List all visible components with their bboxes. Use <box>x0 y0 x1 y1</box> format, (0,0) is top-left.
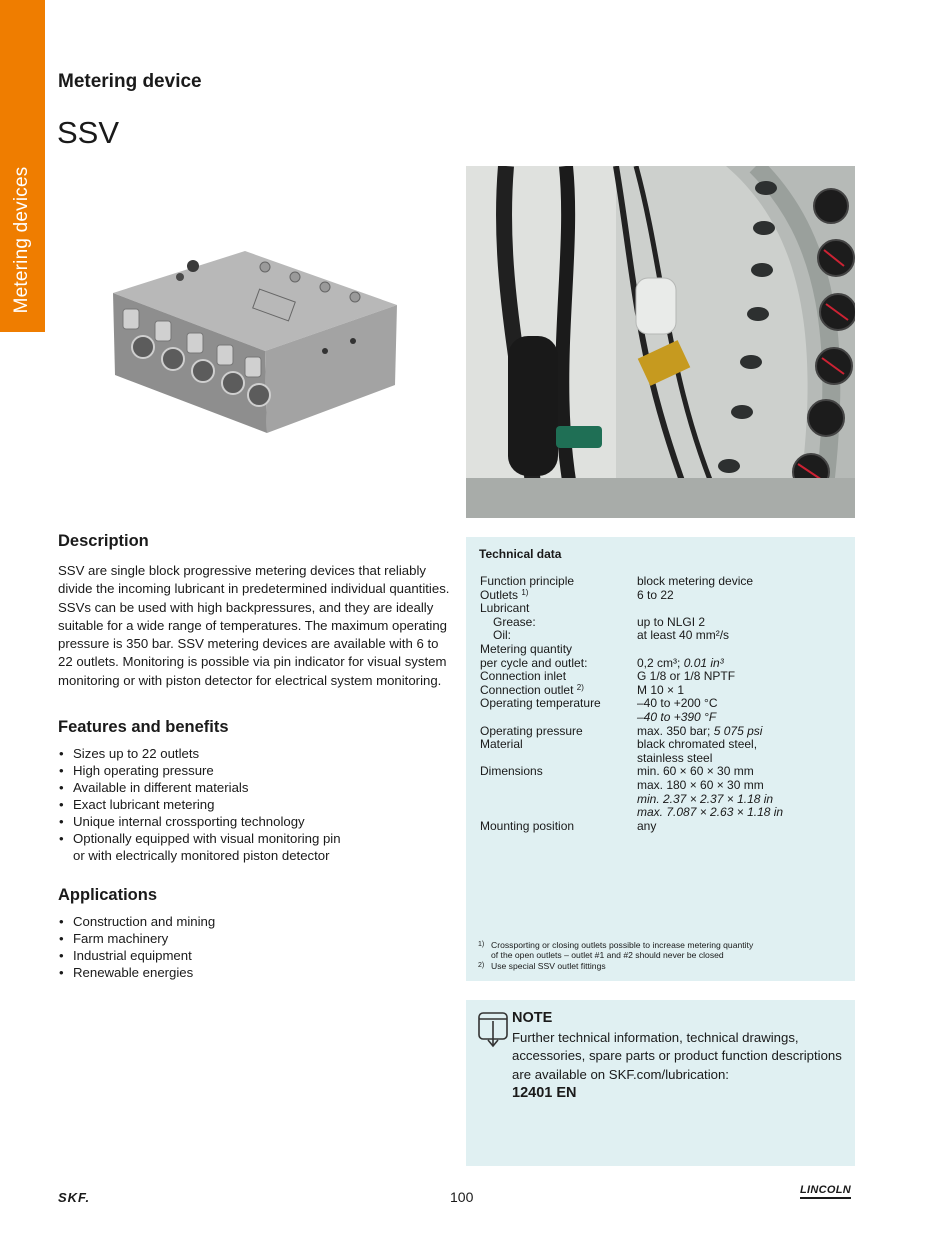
spec-value: block metering device <box>637 574 754 588</box>
table-row <box>480 629 850 643</box>
spec-value-imperial: 0.01 in³ <box>683 655 724 670</box>
description-heading: Description <box>58 532 149 550</box>
technical-data-panel <box>466 537 855 981</box>
spec-label: Outlets <box>480 587 519 602</box>
spec-value-imperial: max. 7.087 × 2.63 × 1.18 in <box>637 805 784 820</box>
table-row <box>480 602 850 616</box>
table-row <box>480 820 850 834</box>
technical-data-table <box>480 575 850 833</box>
table-row <box>480 697 850 711</box>
note-panel <box>466 1000 855 1166</box>
spec-value: –40 to +200 °C <box>637 696 718 711</box>
table-row <box>480 711 850 725</box>
table-row <box>480 793 850 807</box>
spec-label: Operating temperature <box>480 696 601 711</box>
features-heading: Features and benefits <box>58 718 229 736</box>
spec-value: M 10 × 1 <box>637 682 685 697</box>
list-item: • Construction and mining <box>58 913 358 930</box>
list-item: • Exact lubricant metering <box>58 796 343 813</box>
table-row <box>480 806 850 820</box>
table-row <box>480 670 850 684</box>
spec-label: Dimensions <box>480 764 543 779</box>
footnote-mark: 2) <box>478 961 485 969</box>
spec-value: black chromated steel, <box>637 737 758 752</box>
spec-label: Operating pressure <box>480 723 583 738</box>
features-list <box>58 745 343 864</box>
spec-value: max. 180 × 60 × 30 mm <box>637 777 764 792</box>
spec-value: max. 350 bar; <box>637 723 711 738</box>
note-book-icon <box>478 1012 508 1048</box>
table-row <box>480 725 850 739</box>
table-row <box>480 575 850 589</box>
spec-value: any <box>637 818 657 833</box>
list-item: • High operating pressure <box>58 762 343 779</box>
spec-label: Grease: <box>493 614 536 629</box>
footnote-mark: 1) <box>478 941 485 948</box>
section-label: Metering device <box>58 71 202 92</box>
product-photo <box>85 225 425 465</box>
list-item: • Unique internal crossporting technology <box>58 813 343 830</box>
list-item: • Renewable energies <box>58 964 358 981</box>
table-row <box>480 765 850 779</box>
product-title: SSV <box>57 115 120 150</box>
note-text: Further technical information, technical drawings, accessories, spare parts or product function descriptions are available on SKF.com/lubrication: <box>512 1030 842 1082</box>
footnote <box>478 961 753 971</box>
footnote <box>478 940 753 961</box>
note-publication-code: 12401 EN <box>512 1085 577 1101</box>
spec-value: 0,2 cm³; <box>637 655 681 670</box>
lincoln-logo: LINCOLN <box>800 1184 851 1199</box>
footnotes <box>478 940 753 971</box>
table-row <box>480 657 850 671</box>
spec-value: min. 60 × 60 × 30 mm <box>637 764 754 779</box>
spec-value: 6 to 22 <box>637 587 674 602</box>
list-item: • Optionally equipped with visual monitoring pin or with electrically monitored piston detector <box>58 830 343 864</box>
spec-label: Material <box>480 737 523 752</box>
spec-label: Connection inlet <box>480 669 567 684</box>
table-row <box>480 643 850 657</box>
spec-value: stainless steel <box>637 750 713 765</box>
spec-value: up to NLGI 2 <box>637 614 706 629</box>
spec-value-imperial: min. 2.37 × 2.37 × 1.18 in <box>637 791 774 806</box>
list-item: • Available in different materials <box>58 779 343 796</box>
table-row <box>480 779 850 793</box>
technical-data-title: Technical data <box>479 547 562 561</box>
side-tab <box>0 0 45 332</box>
list-item: • Sizes up to 22 outlets <box>58 745 343 762</box>
applications-list <box>58 913 358 981</box>
spec-value-imperial: –40 to +390 °F <box>637 709 717 724</box>
spec-label: Metering quantity <box>480 641 573 656</box>
table-row <box>480 738 850 752</box>
spec-label: Lubricant <box>480 601 530 616</box>
installation-photo <box>466 166 855 518</box>
skf-logo: SKF. <box>58 1190 91 1205</box>
applications-heading: Applications <box>58 886 158 904</box>
table-row <box>480 752 850 766</box>
description-text: SSV are single block progressive metering devices that reliably divide the incoming lubricant in predetermined individual quantities. SSVs can be used with high backpressures, and they are ideally suitable for a wide range of temperatures. The maximum operating pressure is 350 bar. SSV metering devices are available with 6 to 22 outlets. Monitoring is possible via pin indicator for visual system monitoring or with piston detector for electrical system monitoring. <box>58 563 450 688</box>
page-number: 100 <box>450 1189 474 1205</box>
spec-label: Connection outlet <box>480 682 574 697</box>
footnote-text: Crossporting or closing outlets possible to increase metering quantity <box>491 940 754 950</box>
table-row <box>480 684 850 698</box>
note-heading: NOTE <box>512 1010 553 1026</box>
spec-value: G 1/8 or 1/8 NPTF <box>637 669 736 684</box>
spec-label: Oil: <box>493 628 511 643</box>
spec-value: at least 40 mm²/s <box>637 628 730 643</box>
table-row <box>480 589 850 603</box>
table-row <box>480 616 850 630</box>
footnote-ref: 1) <box>521 587 529 597</box>
spec-value-imperial: 5 075 psi <box>713 723 763 738</box>
footnote-ref: 2) <box>576 682 584 692</box>
side-tab-label: Metering devices <box>11 166 32 314</box>
list-item: • Industrial equipment <box>58 947 358 964</box>
footnote-text: of the open outlets – outlet #1 and #2 should never be closed <box>491 950 724 961</box>
list-item: • Farm machinery <box>58 930 358 947</box>
footnote-text: Use special SSV outlet fittings <box>491 960 606 971</box>
spec-label: Function principle <box>480 574 575 588</box>
spec-label: per cycle and outlet: <box>480 655 588 670</box>
spec-label: Mounting position <box>480 818 575 833</box>
